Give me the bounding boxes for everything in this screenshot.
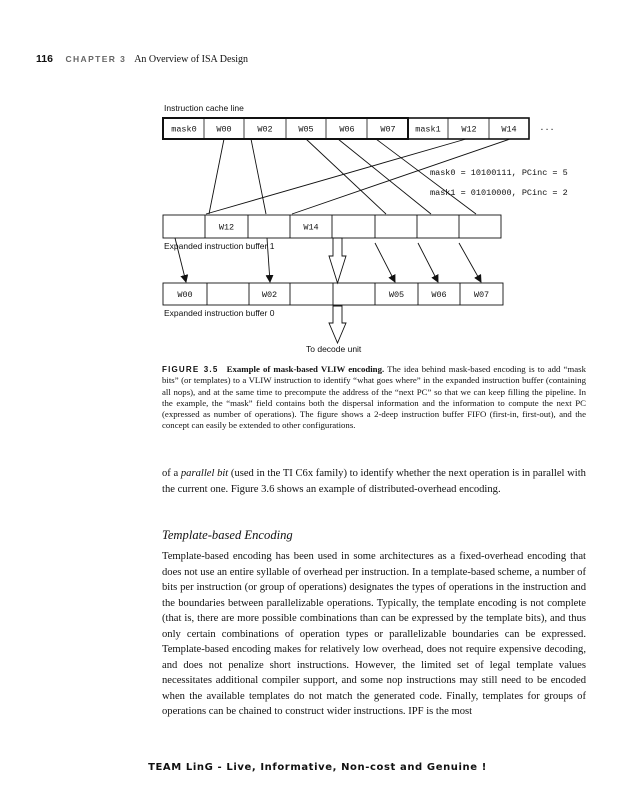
footer-banner: TEAM LinG - Live, Informative, Non-cost and Genuine !: [148, 762, 487, 773]
cache-cell-w00: W00: [216, 124, 232, 135]
hollow-arrow-to-decode: [329, 306, 346, 343]
cache-cell-w12: W12: [461, 124, 477, 135]
cache-cell-w05: W05: [298, 124, 314, 135]
route-w05-to-buffer1-slot: [306, 139, 386, 214]
buffer0-cell-w05: W05: [388, 290, 405, 300]
buffer1-cell-w12: W12: [218, 222, 235, 233]
section-heading: Template-based Encoding: [162, 528, 293, 542]
buffer0-cell-w06: W06: [431, 290, 447, 300]
cache-cell-w14: W14: [501, 124, 517, 135]
buffer0-cell-w07: W07: [473, 290, 490, 300]
paragraph-text: of a: [162, 468, 181, 479]
cache-cell-w06: W06: [339, 124, 355, 135]
route-w02-to-buffer1-slot: [251, 139, 266, 214]
figure-label: FIGURE 3.5: [162, 365, 219, 374]
paragraph-italic-term: parallel bit: [180, 468, 229, 479]
hollow-arrow-buffer1-to-buffer0: [329, 238, 346, 283]
cache-continuation-ellipsis: ···: [539, 124, 555, 135]
chapter-label: CHAPTER 3: [65, 54, 127, 64]
vliw-mask-encoding-figure: [0, 0, 635, 360]
figure-title: Example of mask-based VLIW encoding.: [226, 364, 385, 374]
chapter-title: An Overview of ISA Design: [134, 54, 249, 65]
instruction-0-boundary: [163, 118, 408, 139]
mask0-note: mask0 = 10100111, PCinc = 5: [430, 168, 568, 178]
arrow-slot7-to-buffer0: [459, 243, 481, 282]
page-number: 116: [36, 53, 53, 65]
buffer1-label: Expanded instruction buffer 1: [164, 241, 275, 251]
figure-caption-text: The idea behind mask-based encoding is to add “mask bits” (or templates) to a VLIW instruction to identify “what goes where” in the expanded instruction buffer (containing all nops), and at the same time to precompute the address of the “next PC” so that we can keep filling the pipeline. In the example, the “mask” field contains both the dispersal information and the information to compute the next PC (expressed as number of operations). The figure shows a 2-deep instruction buffer FIFO (first-in, first-out), and the concept can easily be extended to other configurations.: [162, 364, 586, 431]
route-w06-to-buffer1-slot: [338, 139, 431, 214]
buffer0-cell-w00: W00: [177, 290, 193, 300]
paragraph-template-encoding: Template-based encoding has been used in some architectures as a fixed-overhead encoding that does not use an entire syllable of overhead per instruction. In a template-based scheme, a number of bits per instruction (or group of operations) designates the types of operations in the instruction and the boundaries between parallelizable operations. Typically, the template encoding is not complete (that is, there are more possible combinations than can be expressed by the template bits), and thus only certain combinations of operation types or parallelizable boundaries can be expressed. Template-based encoding makes for relatively low overhead, does not require expensive decoding, and does not penalize short instructions. However, the limited set of legal template values necessitates additional compiler support, and some nop instructions may still need to be encoded when the available templates do not match the generated code. Finally, templates for groups of operations can be chained to construct wider instructions. IPF is the most: [162, 551, 586, 717]
cache-cell-w02: W02: [257, 124, 273, 135]
arrow-slot6-to-buffer0: [418, 243, 438, 282]
buffer0-label: Expanded instruction buffer 0: [164, 308, 275, 318]
decode-unit-label: To decode unit: [306, 344, 362, 354]
figure-caption: [162, 364, 586, 432]
cache-cell-mask1: mask1: [415, 124, 441, 135]
paragraph-parallel-bit: [162, 466, 586, 497]
mask1-note: mask1 = 01010000, PCinc = 2: [430, 188, 568, 198]
arrow-slot5-to-buffer0: [375, 243, 395, 282]
route-w12-to-buffer1: [206, 139, 466, 214]
route-w00-to-buffer1-slot: [209, 139, 224, 214]
cache-line-label: Instruction cache line: [164, 103, 244, 113]
buffer0-cell-w02: W02: [261, 290, 278, 300]
cache-cell-mask0: mask0: [171, 124, 197, 135]
buffer1-cell-w14: W14: [303, 222, 319, 233]
cache-cell-w07: W07: [380, 124, 396, 135]
paragraph-text: (used in the TI C6x family) to identify whether the next operation is in parallel with the current one. Figure 3.6 shows an example of distributed-overhead encoding.: [162, 468, 586, 495]
